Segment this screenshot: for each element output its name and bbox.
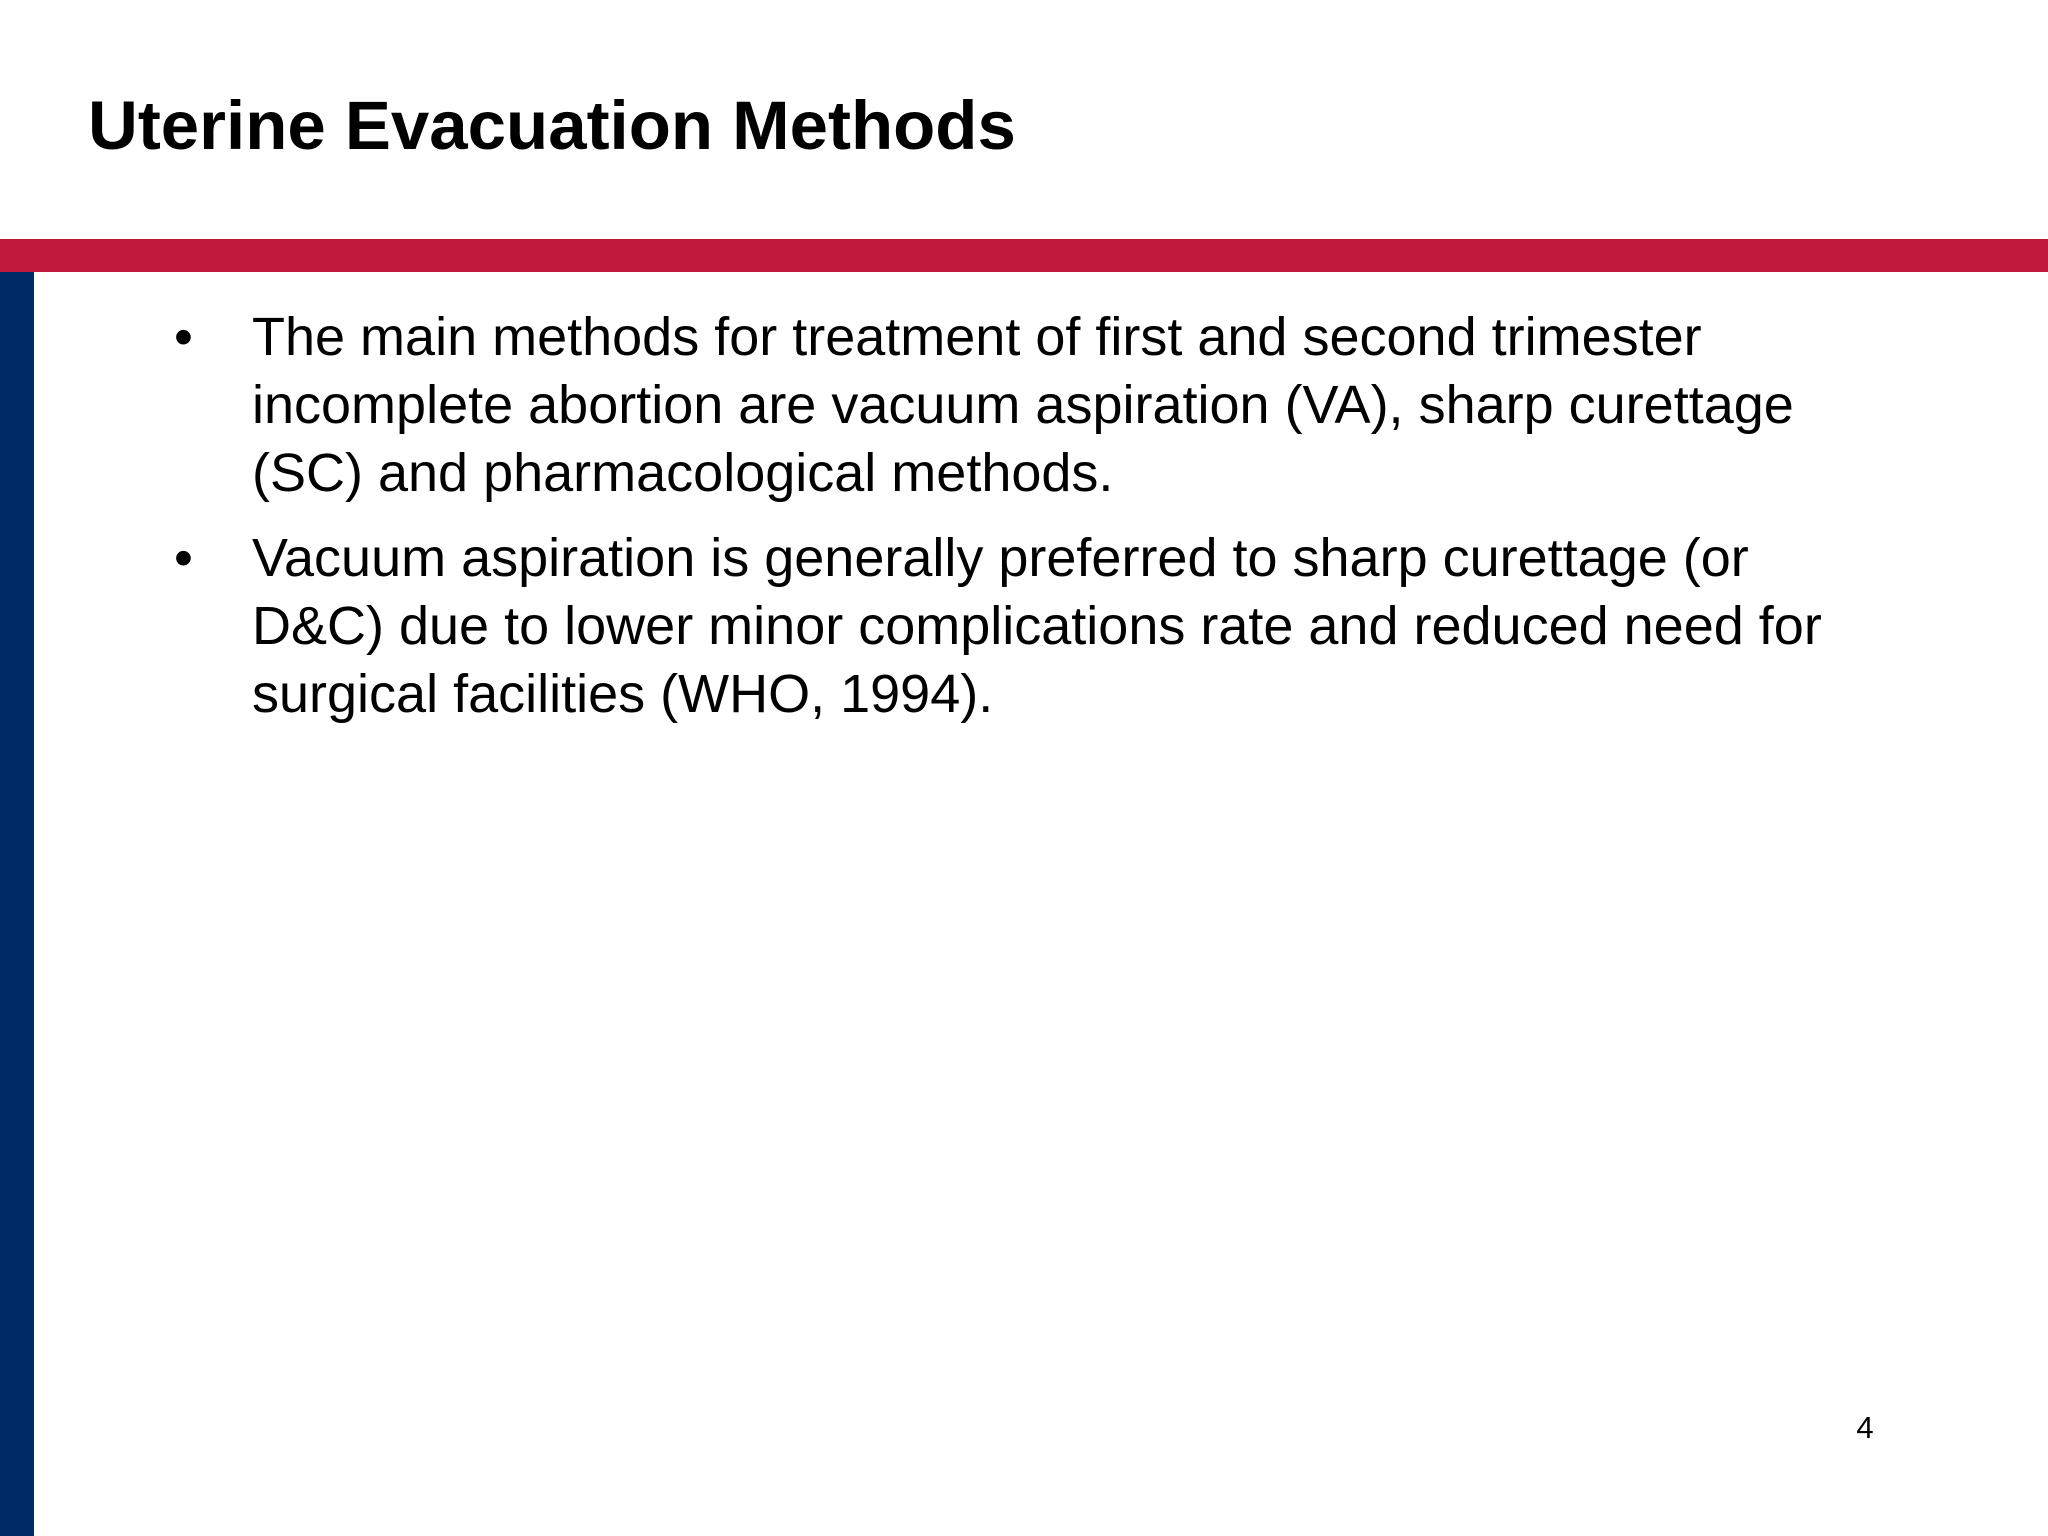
bullet-dot-icon: • <box>174 528 193 588</box>
red-header-divider <box>0 239 2048 272</box>
bullet-item-vacuum-aspiration <box>174 524 1874 728</box>
bullet-item-methods <box>174 303 1874 507</box>
slide-title: Uterine Evacuation Methods <box>88 87 1016 164</box>
bullet-text-methods: The main methods for treatment of first and second trimester incomplete abortion are vacuum aspiration (VA), sharp curettage (SC) and pharmacological methods. <box>252 307 1794 503</box>
page-number: 4 <box>1856 1410 1874 1445</box>
bullet-list <box>174 303 1874 745</box>
blue-left-sidebar <box>0 272 34 1536</box>
bullet-text-vacuum-aspiration: Vacuum aspiration is generally preferred to sharp curettage (or D&C) due to lower minor complications rate and reduced need for surgical facilities (WHO, 1994). <box>252 528 1822 724</box>
bullet-dot-icon: • <box>174 307 193 367</box>
